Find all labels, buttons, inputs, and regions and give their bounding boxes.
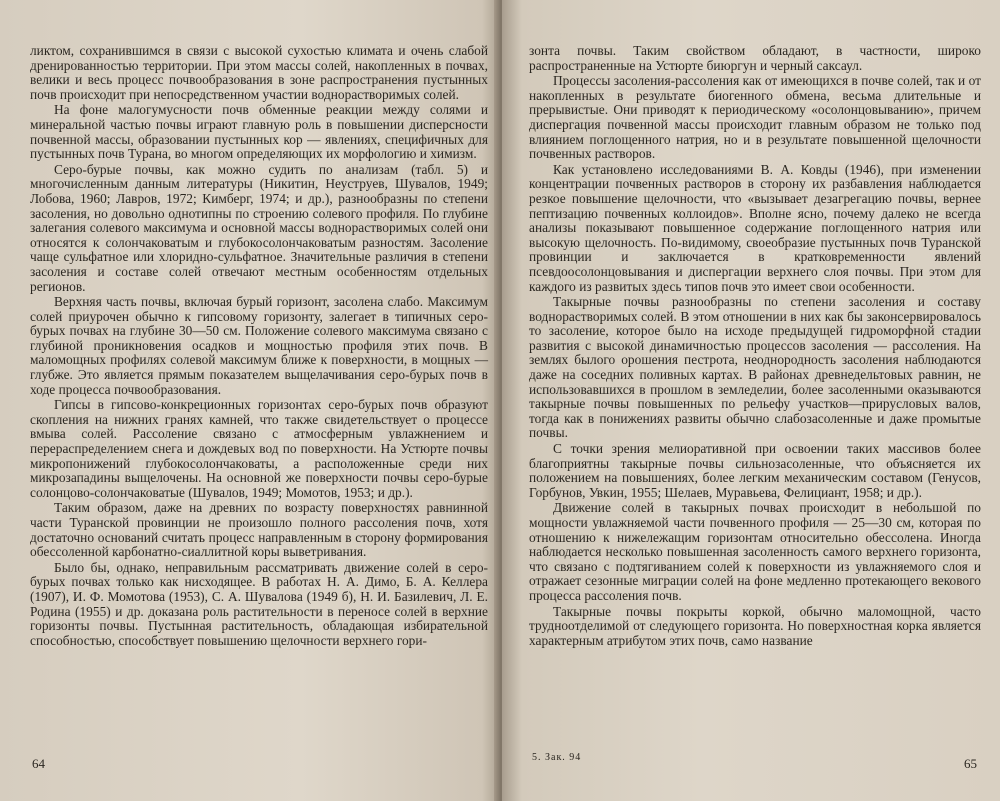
page-number-right: 65 — [964, 756, 977, 771]
right-page-text — [529, 44, 981, 648]
paragraph: ликтом, сохранившимся в связи с высокой сухостью климата и очень слабой дренированностью территории. При этом массы солей, накопленных в почвах, велики и весь процесс почвообразования в зоне распространения пустынных почв происходит при непосредственном участии воднорастворимых солей. — [30, 43, 488, 102]
paragraph: Верхняя часть почвы, включая бурый горизонт, засолена слабо. Максимум солей приурочен обычно к гипсовому горизонту, залегает в типичных серо-бурых почвах на глубине 30—50 см. Положение солевого максимума связано с глубиной проникновения осадков и мощностью профиля этих почв. В маломощных профилях солевой максимум ближе к поверхности, в мощных — глубже. Это является прямым показателем выщелачивания серо-бурых почв в ходе процесса почвообразования. — [30, 294, 488, 397]
signature-mark: 5. Зак. 94 — [532, 752, 582, 763]
left-page-text — [30, 44, 488, 648]
paragraph: Гипсы в гипсово-конкреционных горизонтах серо-бурых почв образуют скопления на нижних гранях камней, что также свидетельствует о процессе вмыва солей. Рассоление связано с атмосферным увлажнением и перераспределением снега и дождевых вод по поверхности. На Устюрте почвы микропонижений глубокосолончаковаты, а расположенные среди них микрозападины выщелочены. На основной же поверхности почвы серо-бурые солонцово-солончаковатые (Шувалов, 1949; Момотов, 1953; и др.). — [30, 397, 488, 500]
paragraph: Процессы засоления-рассоления как от имеющихся в почве солей, так и от накопленных в результате биогенного обмена, весьма длительные и прерывистые. Они приводят к периодическому «осолонцовыванию», причем диспергация почвенной массы происходит главным образом не только под влиянием поглощенного натрия, но и в результате повышенной щелочности почвенных растворов. — [529, 73, 981, 162]
right-page — [502, 0, 1000, 801]
paragraph: Было бы, однако, неправильным рассматривать движение солей в серо-бурых почвах только как нисходящее. В работах Н. А. Димо, Б. А. Келлера (1907), И. Ф. Момотова (1953), С. А. Шувалова (1949 б), Н. И. Базилевич, Л. Е. Родина (1955) и др. доказана роль растительности в переносе солей в верхние горизонты почвы. Пустынная растительность, обладающая избирательной способностью, способствует повышению щелочности верхнего гори- — [30, 559, 488, 648]
paragraph: Такырные почвы разнообразны по степени засоления и составу воднорастворимых солей. В этом отношении в них как бы законсервировалось то засоление, которое было на исходе предыдущей гидроморфной стадии развития с высокой динамичностью процессов засоления — рассоления. На землях былого орошения пестрота, неоднородность засоления наблюдаются даже на соседних поливных картах. В районах древнедельтовых равнин, не использовавшихся в прошлом в земледелии, более засоленными оказываются такырные почвы повышенных по рельефу участков—прирусловых валов, тогда как в понижениях развиты обычно слабозасоленные и даже промытые почвы. — [529, 294, 981, 441]
paragraph: Движение солей в такырных почвах происходит в небольшой по мощности увлажняемой части почвенного профиля — 25—30 см, которая по отношению к нижележащим горизонтам относительно обессолена. Иногда наблюдается несколько повышенная засоленность самого верхнего горизонта, что связано с подтягиванием солей к поверхности из увлажняемого слоя и отражает сезонные миграции солей на фоне медленно протекающего векового процесса рассоления почв. — [529, 500, 981, 603]
paragraph: Как установлено исследованиями В. А. Ковды (1946), при изменении концентрации почвенных растворов в сторону их разбавления наблюдается резкое повышение щелочности, что «вызывает дезагрегацию почвы, вернее пептизацию почвенных коллоидов». Вполне ясно, почему далеко не всегда анализы показывают повышенное содержание поглощенного натрия или высокую щелочность. По-видимому, своеобразие пустынных почв Туранской провинции и заключается в кратковременности явлений псевдоосолонцовывания и диспергации верхнего слоя почвы. При этом для каждого из развитых здесь типов почв это имеет свои особенности. — [529, 161, 981, 294]
paragraph: На фоне малогумусности почв обменные реакции между солями и минеральной частью почвы играют главную роль в повышении дисперсности почвенной массы, образовании пустынных кор — явлениях, специфичных для пустынных почв Турана, во многом определяющих их морфологию и химизм. — [30, 102, 488, 162]
paragraph: зонта почвы. Таким свойством обладают, в частности, широко распространенные на Устюрте биюргун и черный саксаул. — [529, 43, 981, 73]
paragraph: С точки зрения мелиоративной при освоении таких массивов более благоприятны такырные почвы сильнозасоленные, что объясняется их положением на повышениях, более легким механическим составом (Генусов, Горбунов, Увкин, 1955; Шелаев, Муравьева, Фелициант, 1958; и др.). — [529, 441, 981, 500]
paragraph: Такырные почвы покрыты коркой, обычно маломощной, часто трудноотделимой от следующего горизонта. Но поверхностная корка является характерным атрибутом этих почв, само название — [529, 603, 981, 648]
page-number-left: 64 — [32, 756, 45, 771]
paragraph: Серо-бурые почвы, как можно судить по анализам (табл. 5) и многочисленным данным литературы (Никитин, Неуструев, Шувалов, 1949; Лобова, 1960; Лавров, 1972; Кимберг, 1974; и др.), разнообразны по степени засоления, но довольно однотипны по строению солевого профиля. По глубине залегания солевого максимума и основной массы воднорастворимых солей они относятся к солончаковатым и глубокосолончаковатым разностям. Засоление чаще сульфатное или хлоридно-сульфатное. Значительные различия в степени засоления и составе солей отвечают местным особенностям отдельных регионов. — [30, 161, 488, 294]
paragraph: Таким образом, даже на древних по возрасту поверхностях равнинной части Туранской провинции не произошло полного рассоления почв, хотя достаточно оснований считать процесс направленным в сторону формирования обессоленной карбонатно-сиаллитной коры выветривания. — [30, 500, 488, 560]
